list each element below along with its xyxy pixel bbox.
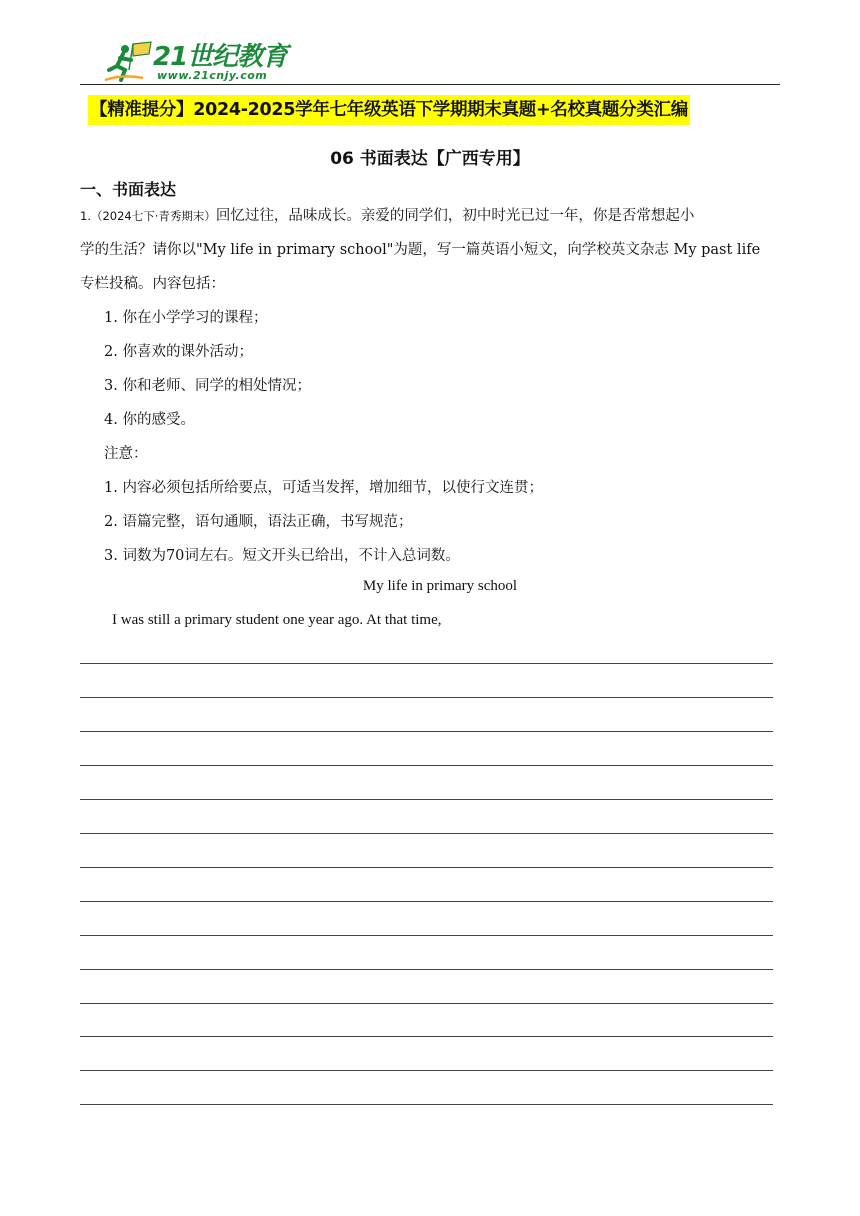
answer-line[interactable] xyxy=(80,969,773,970)
logo-url: www.21cnjy.com xyxy=(157,69,268,82)
content-item: 4. 你的感受。 xyxy=(104,412,195,428)
essay-opening: I was still a primary student one year ago. At that time, xyxy=(112,612,442,628)
answer-line[interactable] xyxy=(80,935,773,936)
note-item: 1. 内容必须包括所给要点，可适当发挥，增加细节，以使行文连贯； xyxy=(104,480,543,496)
question-text-1: 回忆过往，品味成长。亲爱的同学们，初中时光已过一年，你是否常想起小 xyxy=(215,208,695,224)
answer-line[interactable] xyxy=(80,1036,773,1037)
document-title: 【精准提分】2024-2025学年七年级英语下学期期末真题+名校真题分类汇编 xyxy=(88,95,690,125)
note-label: 注意： xyxy=(104,446,148,462)
answer-line[interactable] xyxy=(80,663,773,664)
answer-line[interactable] xyxy=(80,799,773,800)
question-source: （2024七下·青秀期末） xyxy=(90,209,216,223)
header-divider xyxy=(80,84,780,85)
answer-line[interactable] xyxy=(80,765,773,766)
content-item: 2. 你喜欢的课外活动； xyxy=(104,344,253,360)
answer-line[interactable] xyxy=(80,1104,773,1105)
section-heading: 一、书面表达 xyxy=(80,180,177,199)
note-item: 2. 语篇完整，语句通顺，语法正确，书写规范； xyxy=(104,514,413,530)
content-item: 1. 你在小学学习的课程； xyxy=(104,310,268,326)
answer-line[interactable] xyxy=(80,1070,773,1071)
answer-line[interactable] xyxy=(80,901,773,902)
logo xyxy=(103,40,288,84)
note-item: 3. 词数为70词左右。短文开头已给出，不计入总词数。 xyxy=(104,548,460,564)
answer-line[interactable] xyxy=(80,867,773,868)
question-line-2: 学的生活？请你以"My life in primary school"为题，写一篇英语小短文，向学校英文杂志 My past life xyxy=(80,242,761,258)
question-number: 1. xyxy=(80,209,91,223)
runner-logo-icon xyxy=(103,40,153,84)
answer-line[interactable] xyxy=(80,833,773,834)
answer-line[interactable] xyxy=(80,1003,773,1004)
content-item: 3. 你和老师、同学的相处情况； xyxy=(104,378,311,394)
essay-title: My life in primary school xyxy=(362,578,518,594)
answer-line[interactable] xyxy=(80,697,773,698)
logo-text: 21世纪教育 xyxy=(153,42,288,72)
document-subtitle: 06 书面表达【广西专用】 xyxy=(330,149,530,169)
question-line-3: 专栏投稿。内容包括： xyxy=(80,276,225,292)
question-line-1 xyxy=(80,206,694,226)
answer-line[interactable] xyxy=(80,731,773,732)
